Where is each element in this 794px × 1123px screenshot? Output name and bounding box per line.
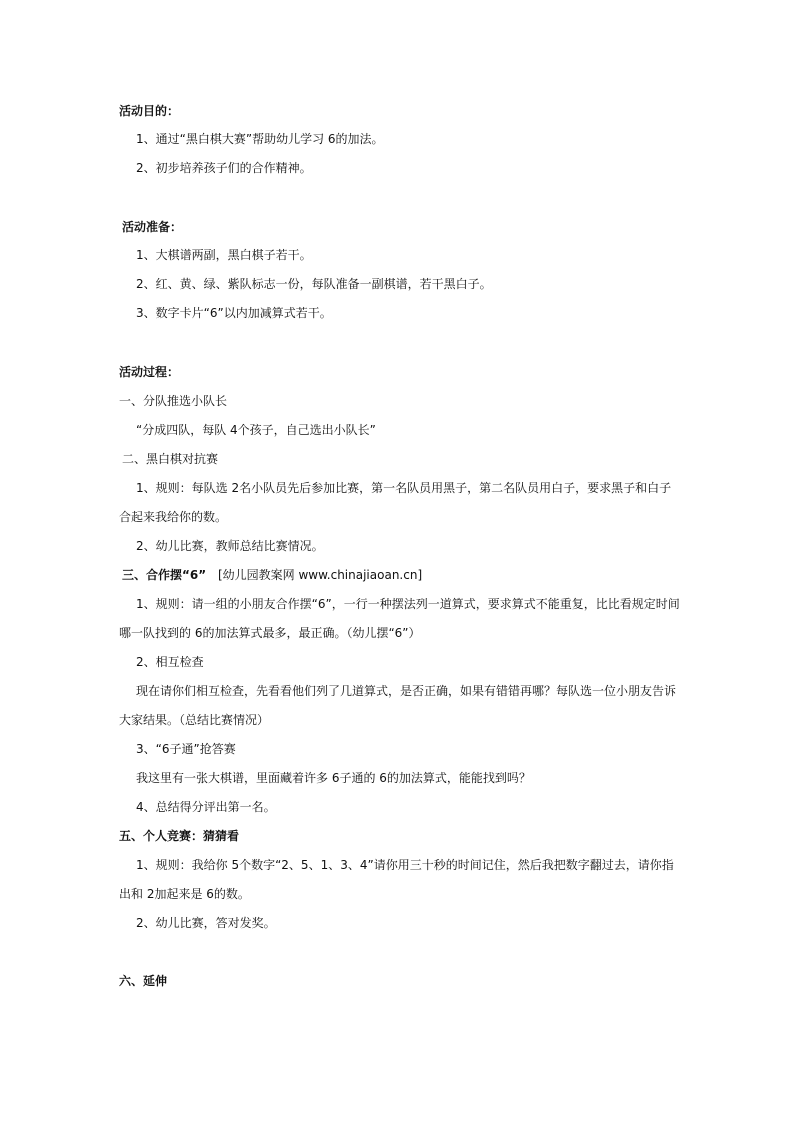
section-3-question: 我这里有一张大棋谱，里面藏着许多 6子通的 6的加法算式，能能找到吗？ [136, 771, 531, 785]
heading-activity-goals: 活动目的： [119, 104, 180, 118]
source-note: [幼儿园教案网 www.chinajiaoan.cn] [217, 568, 423, 582]
section-3-item-2: 2、相互检查 [136, 655, 204, 669]
section-3-title-row [122, 567, 422, 583]
goal-item-2: 2、初步培养孩子们的合作精神。 [136, 161, 312, 175]
section-3-title: 三、合作摆“6” [122, 568, 207, 582]
section-3-check-line-1: 现在请你们相互检查，先看看他们列了几道算式，是否正确，如果有错错再哪？每队选一位小朋友告诉 [136, 684, 677, 698]
heading-activity-process: 活动过程： [119, 365, 180, 379]
section-6-title: 六、延伸 [119, 974, 168, 988]
section-5-rule-line-2: 出和 2加起来是 6的数。 [119, 887, 250, 901]
section-3-item-3: 3、“6子通”抢答赛 [136, 742, 236, 756]
section-2-title: 二、黑白棋对抗赛 [122, 452, 219, 466]
preparation-item-2: 2、红、黄、绿、紫队标志一份，每队准备一副棋谱，若干黑白子。 [136, 277, 492, 291]
section-3-rule-line-1: 1、规则：请一组的小朋友合作摆“6”，一行一种摆法列一道算式，要求算式不能重复，比比看规定时间 [136, 597, 680, 611]
section-3-check-line-2: 大家结果。（总结比赛情况） [119, 713, 270, 727]
section-2-rule-line-2: 合起来我给你的数。 [119, 510, 228, 524]
section-3-item-4: 4、总结得分评出第一名。 [136, 800, 276, 814]
goal-item-1: 1、通过“黑白棋大赛”帮助幼儿学习 6的加法。 [136, 132, 384, 146]
section-3-rule-line-2: 哪一队找到的 6的加法算式最多，最正确。（幼儿摆“6”） [119, 626, 421, 640]
section-5-item-2: 2、幼儿比赛，答对发奖。 [136, 916, 276, 930]
preparation-item-3: 3、数字卡片“6”以内加减算式若干。 [136, 306, 332, 320]
section-1-text: “分成四队，每队 4个孩子，自己选出小队长” [136, 423, 376, 437]
section-2-item-2: 2、幼儿比赛，教师总结比赛情况。 [136, 539, 324, 553]
preparation-item-1: 1、大棋谱两副，黑白棋子若干。 [136, 248, 312, 262]
section-5-title: 五、个人竞赛：猜猜看 [119, 829, 240, 843]
section-2-rule-line-1: 1、规则：每队选 2名小队员先后参加比赛，第一名队员用黑子，第二名队员用白子，要求黑子和白子 [136, 481, 672, 495]
section-1-title: 一、分队推选小队长 [119, 394, 228, 408]
section-5-rule-line-1: 1、规则：我给你 5个数字“2、5、1、3、4”请你用三十秒的时间记住，然后我把数字翻过去，请你指 [136, 858, 674, 872]
heading-activity-preparation: 活动准备： [122, 220, 183, 234]
